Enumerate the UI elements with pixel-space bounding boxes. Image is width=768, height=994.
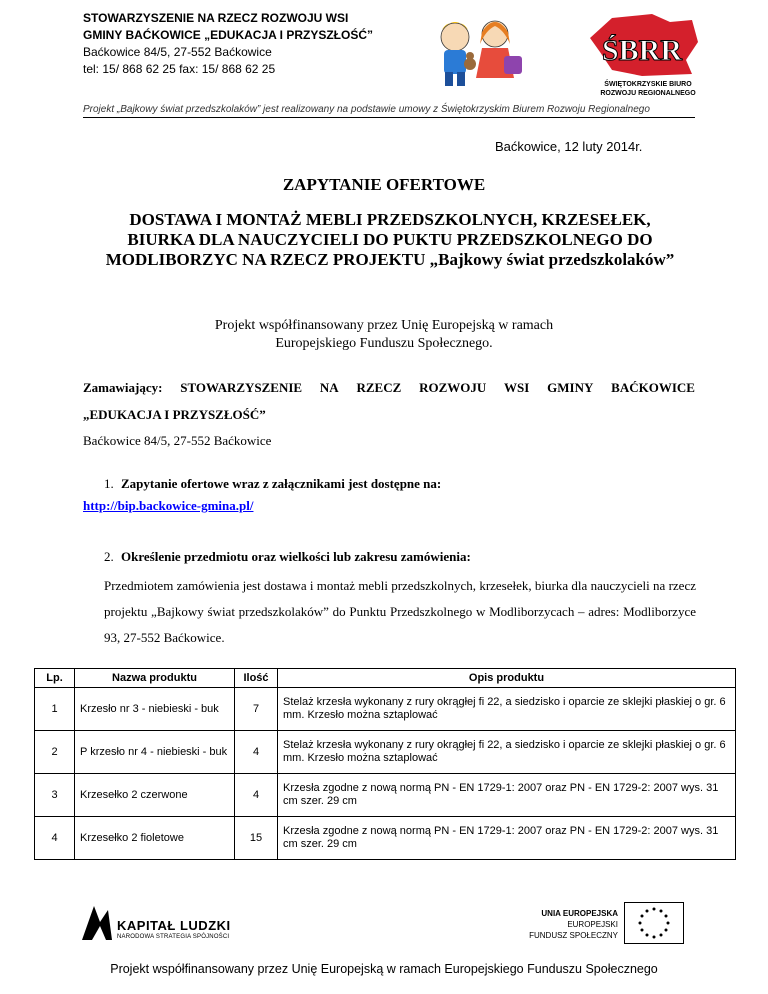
contracting-word: ROZWOJU bbox=[419, 380, 487, 395]
cell-name: P krzesło nr 4 - niebieski - buk bbox=[75, 731, 235, 774]
cell-name: Krzesło nr 3 - niebieski - buk bbox=[75, 688, 235, 731]
header-lp: Lp. bbox=[35, 669, 75, 688]
table-header-row bbox=[35, 669, 736, 688]
cell-desc: Krzesła zgodne z nową normą PN - EN 1729-1: 2007 oraz PN - EN 1729-2: 2007 wys. 31 cm szer. 29 cm bbox=[278, 774, 736, 817]
cell-name: Krzesełko 2 fioletowe bbox=[75, 817, 235, 860]
cell-desc: Stelaż krzesła wykonany z rury okrągłej fi 22, a siedzisko i oparcie ze sklejki płaskiej o gr. 6 mm. Krzesło można sztaplować bbox=[278, 688, 736, 731]
eu-line1: UNIA EUROPEJSKA bbox=[541, 909, 618, 918]
table-row bbox=[35, 774, 736, 817]
kapital-ludzki-logo bbox=[80, 902, 114, 942]
section-1-number: 1. bbox=[104, 476, 114, 491]
organization-header bbox=[83, 10, 373, 78]
section-2-heading bbox=[104, 549, 471, 565]
table-row bbox=[35, 688, 736, 731]
section-1-text: Zapytanie ofertowe wraz z załącznikami jest dostępne na: bbox=[121, 476, 442, 491]
cofinancing-line1: Projekt współfinansowany przez Unię Europejską w ramach bbox=[214, 318, 554, 333]
eu-line3: FUNDUSZ SPOŁECZNY bbox=[529, 931, 618, 940]
table-row bbox=[35, 731, 736, 774]
contracting-word: WSI bbox=[504, 380, 530, 395]
contracting-word: GMINY bbox=[547, 380, 594, 395]
sbrr-logo-text: ŚBRR bbox=[601, 34, 683, 67]
header-desc: Opis produktu bbox=[278, 669, 736, 688]
cell-lp: 4 bbox=[35, 817, 75, 860]
document-date: Baćkowice, 12 luty 2014r. bbox=[495, 139, 643, 154]
section-2-paragraph: Przedmiotem zamówienia jest dostawa i montaż mebli przedszkolnych, krzesełek, biurka dla nauczycieli na rzecz projektu „Bajkowy świat przedszkolaków” do Punktu Przedszkolnego w Modliborzycach – adres: Modliborzyce 93, 27-552 Baćkowice. bbox=[104, 578, 696, 645]
org-address: Baćkowice 84/5, 27-552 Baćkowice bbox=[83, 45, 272, 59]
cofinancing-line2: Europejskiego Funduszu Społecznego. bbox=[275, 336, 493, 351]
cell-qty: 7 bbox=[235, 688, 278, 731]
document-subject: DOSTAWA I MONTAŻ MEBLI PRZEDSZKOLNYCH, KRZESEŁEK, BIURKA DLA NAUCZYCIELI DO PUKTU PRZEDSZKOLNEGO DO MODLIBORZYC NA RZECZ PROJEKTU „Bajkowy świat przedszkolaków” bbox=[105, 210, 675, 269]
kapital-ludzki-title: KAPITAŁ LUDZKI bbox=[117, 918, 231, 933]
eu-flag-icon bbox=[624, 902, 684, 944]
org-phone: tel: 15/ 868 62 25 fax: 15/ 868 62 25 bbox=[83, 62, 276, 76]
kapital-ludzki-subtitle: NARODOWA STRATEGIA SPÓJNOŚCI bbox=[117, 934, 230, 940]
table-row bbox=[35, 817, 736, 860]
contracting-word: STOWARZYSZENIE bbox=[180, 380, 303, 395]
sbrr-caption-line1: ŚWIĘTOKRZYSKIE BIURO bbox=[604, 81, 692, 88]
header-name: Nazwa produktu bbox=[75, 669, 235, 688]
eu-fund-text bbox=[508, 908, 618, 941]
cell-lp: 2 bbox=[35, 731, 75, 774]
document-title: ZAPYTANIE OFERTOWE bbox=[282, 175, 486, 194]
cell-desc: Stelaż krzesła wykonany z rury okrągłej fi 22, a siedzisko i oparcie ze sklejki płaskiej o gr. 6 mm. Krzesło można sztaplować bbox=[278, 731, 736, 774]
products-table bbox=[34, 668, 736, 860]
eu-line2: EUROPEJSKI bbox=[567, 920, 618, 929]
sbrr-caption-line2: ROZWOJU REGIONALNEGO bbox=[600, 90, 696, 97]
section-1-heading bbox=[104, 476, 441, 492]
cell-lp: 1 bbox=[35, 688, 75, 731]
contracting-word: RZECZ bbox=[356, 380, 402, 395]
contracting-word: NA bbox=[319, 380, 339, 395]
contracting-party bbox=[83, 380, 695, 449]
contracting-party-address: Baćkowice 84/5, 27-552 Baćkowice bbox=[83, 433, 272, 448]
cell-name: Krzesełko 2 czerwone bbox=[75, 774, 235, 817]
contracting-word: Zamawiający: bbox=[83, 380, 163, 395]
contracting-party-line2: „EDUKACJA I PRZYSZŁOŚĆ” bbox=[83, 407, 266, 422]
bip-link[interactable]: http://bip.backowice-gmina.pl/ bbox=[83, 498, 254, 513]
cell-qty: 15 bbox=[235, 817, 278, 860]
contracting-party-line1 bbox=[83, 380, 695, 396]
footer-text: Projekt współfinansowany przez Unię Europejską w ramach Europejskiego Funduszu Społecznego bbox=[110, 962, 658, 976]
org-name-line1: STOWARZYSZENIE NA RZECZ ROZWOJU WSI bbox=[83, 11, 349, 25]
cell-qty: 4 bbox=[235, 731, 278, 774]
contracting-word: BAĆKOWICE bbox=[611, 380, 695, 395]
cell-lp: 3 bbox=[35, 774, 75, 817]
section-2-number: 2. bbox=[104, 549, 114, 564]
sbrr-caption bbox=[598, 80, 698, 98]
cofinancing-note bbox=[0, 317, 768, 353]
section-2-text: Określenie przedmiotu oraz wielkości lub zakresu zamówienia: bbox=[121, 549, 471, 564]
children-illustration bbox=[420, 12, 530, 92]
org-name-line2: GMINY BAĆKOWICE „EDUKACJA I PRZYSZŁOŚĆ” bbox=[83, 28, 374, 42]
cell-qty: 4 bbox=[235, 774, 278, 817]
header-qty: Ilość bbox=[235, 669, 278, 688]
cell-desc: Krzesła zgodne z nową normą PN - EN 1729-1: 2007 oraz PN - EN 1729-2: 2007 wys. 31 cm szer. 29 cm bbox=[278, 817, 736, 860]
project-note: Projekt „Bajkowy świat przedszkolaków” jest realizowany na podstawie umowy z Świętokrzyskim Biurem Rozwoju Regionalnego bbox=[83, 104, 695, 118]
